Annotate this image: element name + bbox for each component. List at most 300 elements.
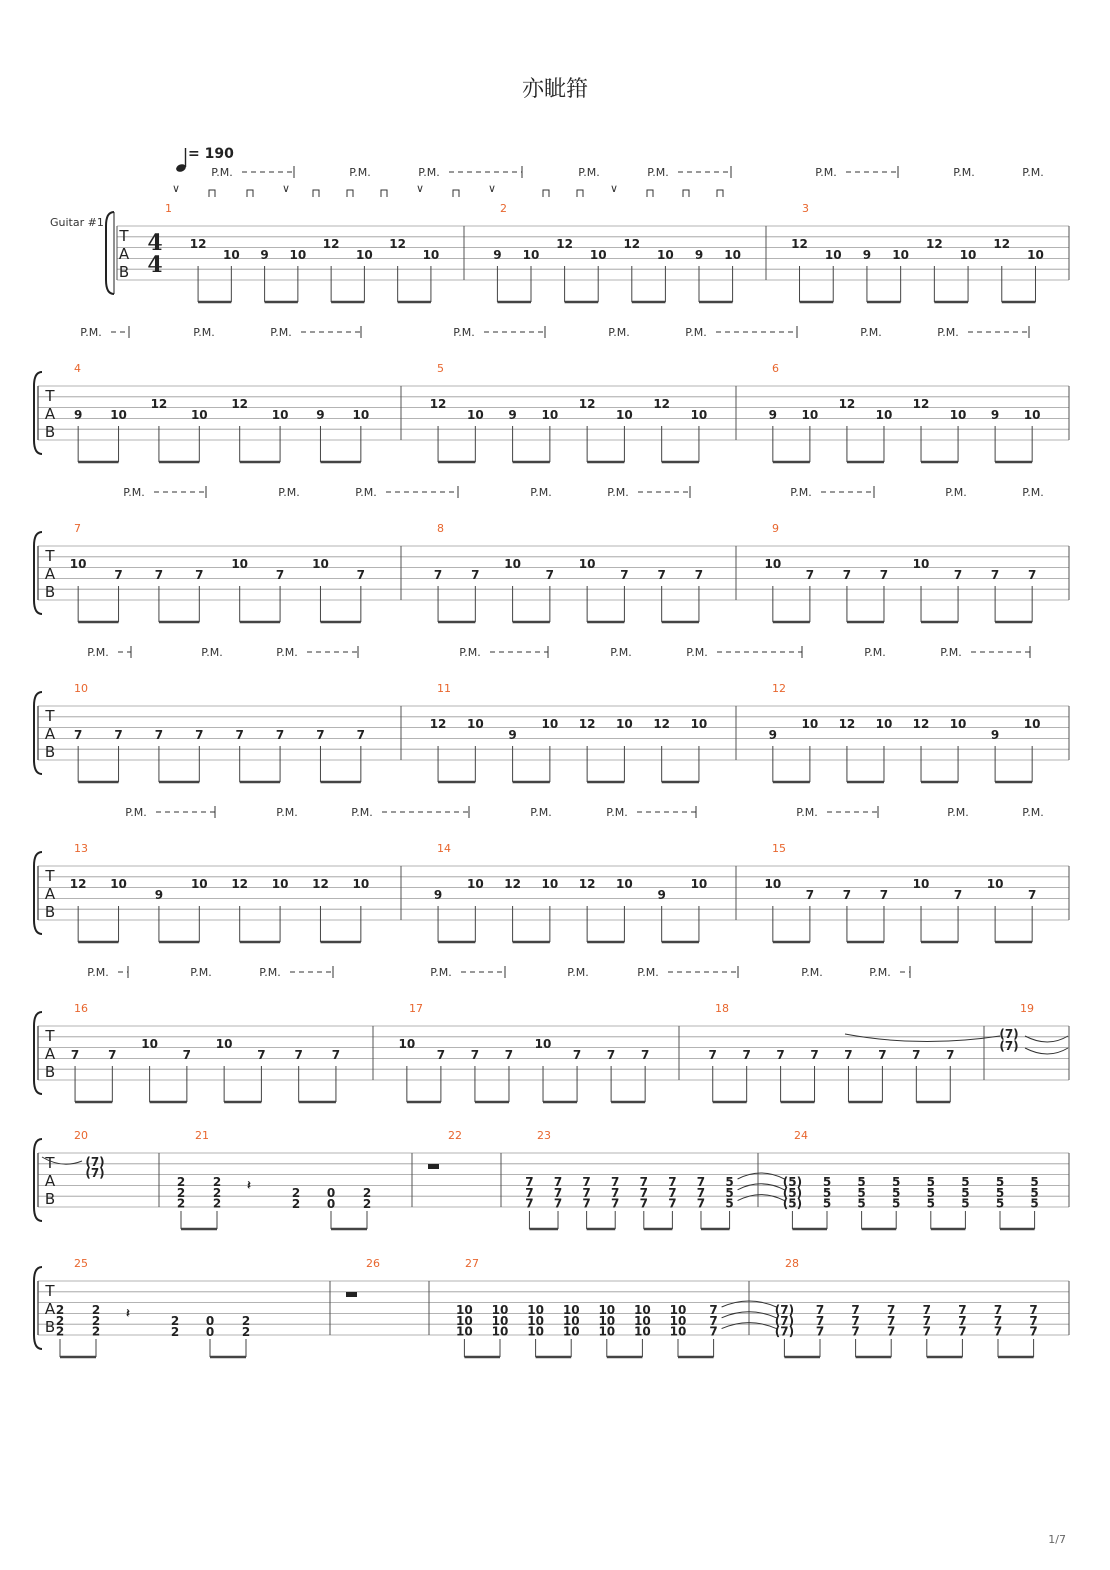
fret-number: 10 xyxy=(657,248,674,262)
fret-number: 2 xyxy=(362,1186,372,1200)
measure-number: 2 xyxy=(500,202,507,215)
fret-number: 7 xyxy=(709,1313,718,1328)
fret-number: 2 xyxy=(176,1185,186,1200)
fret-number: 7 xyxy=(958,1313,967,1328)
measure-number: 26 xyxy=(366,1257,380,1270)
palm-mute-label: P.M. xyxy=(606,806,628,819)
fret-number: 7 xyxy=(696,1185,706,1200)
measure-number: 6 xyxy=(772,362,779,375)
fret-number: 2 xyxy=(241,1325,251,1339)
tab-clef-letter: B xyxy=(118,263,130,281)
fret-number: 7 xyxy=(844,1048,853,1062)
pick-stroke-mark xyxy=(543,190,549,197)
fret-number: (7) xyxy=(774,1313,795,1328)
fret-number: 7 xyxy=(776,1048,785,1062)
fret-number: 2 xyxy=(212,1185,222,1200)
pick-stroke-mark xyxy=(313,190,319,197)
fret-number: 7 xyxy=(553,1196,563,1211)
fret-number: 10 xyxy=(456,1313,473,1328)
fret-number: 7 xyxy=(815,1324,825,1339)
measure-number: 15 xyxy=(772,842,786,855)
fret-number: 9 xyxy=(990,728,1000,742)
fret-number: 10 xyxy=(616,717,633,731)
tab-clef-letter: T xyxy=(45,707,55,725)
fret-number: 7 xyxy=(1029,1324,1038,1339)
fret-number: 7 xyxy=(331,1048,341,1062)
measure-number: 9 xyxy=(772,522,779,535)
fret-number: 10 xyxy=(634,1303,651,1317)
fret-number: 2 xyxy=(176,1175,186,1189)
fret-number: 7 xyxy=(1027,568,1037,582)
whole-rest xyxy=(346,1292,357,1297)
system-bracket xyxy=(106,212,114,294)
fret-number: 7 xyxy=(922,1303,931,1317)
fret-number: 7 xyxy=(553,1185,563,1200)
palm-mute-label: P.M. xyxy=(459,646,481,659)
fret-number: 7 xyxy=(356,728,366,742)
palm-mute-label: P.M. xyxy=(193,326,215,339)
fret-number: 2 xyxy=(91,1303,101,1317)
fret-number: 7 xyxy=(195,568,204,582)
measure-number: 8 xyxy=(437,522,444,535)
tab-clef-letter: A xyxy=(44,1045,56,1063)
palm-mute-label: P.M. xyxy=(869,966,891,979)
measure-number: 4 xyxy=(74,362,81,375)
fret-number: 7 xyxy=(1029,1313,1038,1328)
fret-number: 10 xyxy=(616,877,633,891)
fret-number: 12 xyxy=(838,397,856,411)
fret-number: 12 xyxy=(231,877,249,891)
palm-mute-label: P.M. xyxy=(647,166,669,179)
palm-mute-label: P.M. xyxy=(607,486,629,499)
pick-stroke-mark xyxy=(347,190,353,197)
fret-number: 2 xyxy=(55,1303,65,1317)
fret-number: 7 xyxy=(879,888,889,902)
tempo-marking: = 190 xyxy=(188,146,234,162)
tab-clef-letter: T xyxy=(45,547,55,565)
rest-symbol: 𝄽 xyxy=(126,1306,130,1320)
fret-number: 12 xyxy=(504,877,521,891)
fret-number: 10 xyxy=(356,248,373,262)
fret-number: 7 xyxy=(953,568,963,582)
fret-number: 9 xyxy=(508,408,517,422)
fret-number: 0 xyxy=(326,1186,336,1200)
palm-mute-label: P.M. xyxy=(430,966,452,979)
fret-number: 5 xyxy=(926,1196,935,1211)
fret-number: 9 xyxy=(493,248,502,262)
palm-mute-label: P.M. xyxy=(351,806,373,819)
fret-number: 10 xyxy=(527,1303,544,1317)
fret-number: 7 xyxy=(553,1175,563,1189)
fret-number: 5 xyxy=(822,1175,832,1189)
song-title: 亦眦箝 xyxy=(521,77,588,102)
fret-number: 12 xyxy=(653,397,671,411)
fret-number: 10 xyxy=(222,248,240,262)
fret-number: (5) xyxy=(782,1196,803,1211)
fret-number: 7 xyxy=(504,1048,514,1062)
fret-number: 10 xyxy=(875,408,893,422)
tab-clef-letter: A xyxy=(118,245,130,263)
fret-number: 7 xyxy=(525,1185,534,1200)
tie-arc xyxy=(1025,1048,1068,1054)
pick-stroke-mark xyxy=(381,190,387,197)
fret-number: (7) xyxy=(85,1155,105,1169)
palm-mute-label: P.M. xyxy=(123,486,145,499)
fret-number: 10 xyxy=(527,1313,544,1328)
fret-number: 12 xyxy=(189,237,207,251)
fret-number: 10 xyxy=(986,877,1004,891)
fret-number: 5 xyxy=(822,1196,832,1211)
measure-number: 3 xyxy=(802,202,809,215)
palm-mute-label: P.M. xyxy=(567,966,589,979)
measure-number: 14 xyxy=(437,842,451,855)
fret-number: 7 xyxy=(108,1048,117,1062)
measure-number: 21 xyxy=(195,1129,209,1142)
palm-mute-label: P.M. xyxy=(349,166,371,179)
fret-number: 7 xyxy=(235,728,244,742)
fret-number: 7 xyxy=(275,568,285,582)
fret-number: 10 xyxy=(456,1324,473,1339)
fret-number: 5 xyxy=(892,1185,901,1200)
fret-number: 7 xyxy=(433,568,443,582)
fret-number: 7 xyxy=(620,568,629,582)
time-signature-bottom: 4 xyxy=(147,252,163,278)
fret-number: 5 xyxy=(1030,1196,1039,1211)
fret-number: 10 xyxy=(562,1303,580,1317)
fret-number: 5 xyxy=(822,1185,832,1200)
pick-stroke-mark: ∨ xyxy=(281,182,291,195)
pick-stroke-mark xyxy=(247,190,253,197)
tab-clef-letter: A xyxy=(44,1300,56,1318)
tab-clef-letter: T xyxy=(45,387,55,405)
fret-number: 10 xyxy=(616,408,633,422)
pick-stroke-mark: ∨ xyxy=(415,182,425,195)
fret-number: 12 xyxy=(653,717,671,731)
pick-stroke-mark xyxy=(209,190,215,197)
fret-number: 5 xyxy=(995,1185,1005,1200)
measure-number: 5 xyxy=(437,362,444,375)
pick-stroke-mark xyxy=(683,190,689,197)
fret-number: 5 xyxy=(725,1175,734,1189)
fret-number: 9 xyxy=(508,728,517,742)
palm-mute-label: P.M. xyxy=(270,326,292,339)
fret-number: 7 xyxy=(436,1048,446,1062)
fret-number: 0 xyxy=(205,1314,215,1328)
tab-clef-letter: B xyxy=(44,903,56,921)
fret-number: 5 xyxy=(961,1175,970,1189)
fret-number: 7 xyxy=(525,1175,534,1189)
fret-number: 10 xyxy=(949,408,967,422)
palm-mute-label: P.M. xyxy=(1022,166,1044,179)
fret-number: 7 xyxy=(582,1175,591,1189)
fret-number: 10 xyxy=(875,717,893,731)
fret-number: 10 xyxy=(289,248,307,262)
fret-number: (7) xyxy=(85,1166,105,1180)
fret-number: 7 xyxy=(708,1048,717,1062)
fret-number: 12 xyxy=(429,397,447,411)
tab-clef-letter: B xyxy=(44,743,56,761)
fret-number: 2 xyxy=(291,1186,301,1200)
fret-number: 12 xyxy=(231,397,249,411)
tie-arc xyxy=(845,1034,1000,1042)
fret-number: 0 xyxy=(326,1197,336,1211)
fret-number: 10 xyxy=(724,248,741,262)
palm-mute-label: P.M. xyxy=(953,166,975,179)
pick-stroke-mark xyxy=(717,190,723,197)
fret-number: 2 xyxy=(241,1314,251,1328)
fret-number: 7 xyxy=(709,1324,718,1339)
fret-number: 9 xyxy=(73,408,83,422)
fret-number: 7 xyxy=(257,1048,266,1062)
measure-number: 23 xyxy=(537,1129,551,1142)
fret-number: 5 xyxy=(1030,1185,1039,1200)
fret-number: 7 xyxy=(294,1048,303,1062)
palm-mute-label: P.M. xyxy=(815,166,837,179)
palm-mute-label: P.M. xyxy=(685,326,707,339)
fret-number: 12 xyxy=(993,237,1011,251)
fret-number: 9 xyxy=(990,408,1000,422)
fret-number: 7 xyxy=(990,568,1000,582)
fret-number: 7 xyxy=(582,1185,591,1200)
fret-number: 7 xyxy=(922,1313,931,1328)
fret-number: 7 xyxy=(879,568,889,582)
fret-number: 7 xyxy=(958,1324,967,1339)
tab-clef-letter: A xyxy=(44,1172,56,1190)
fret-number: 10 xyxy=(598,1303,616,1317)
fret-number: 9 xyxy=(862,248,872,262)
measure-number: 22 xyxy=(448,1129,462,1142)
fret-number: 10 xyxy=(190,877,208,891)
fret-number: 7 xyxy=(842,888,852,902)
tab-clef-letter: A xyxy=(44,885,56,903)
fret-number: 7 xyxy=(805,888,815,902)
palm-mute-label: P.M. xyxy=(201,646,223,659)
fret-number: 7 xyxy=(993,1313,1003,1328)
fret-number: 7 xyxy=(73,728,83,742)
fret-number: 7 xyxy=(182,1048,192,1062)
fret-number: 12 xyxy=(926,237,943,251)
fret-number: 9 xyxy=(316,408,325,422)
fret-number: 7 xyxy=(851,1324,860,1339)
fret-number: 10 xyxy=(541,717,559,731)
fret-number: 12 xyxy=(578,717,596,731)
fret-number: 9 xyxy=(768,728,778,742)
fret-number: 12 xyxy=(623,237,641,251)
palm-mute-label: P.M. xyxy=(80,326,102,339)
fret-number: 7 xyxy=(887,1324,896,1339)
fret-number: 10 xyxy=(541,877,559,891)
fret-number: 10 xyxy=(669,1313,687,1328)
fret-number: 12 xyxy=(150,397,168,411)
page-number: 1/7 xyxy=(1048,1533,1066,1546)
palm-mute-label: P.M. xyxy=(940,646,962,659)
pick-stroke-mark xyxy=(647,190,653,197)
fret-number: 7 xyxy=(470,1048,480,1062)
fret-number: 7 xyxy=(70,1048,80,1062)
fret-number: 10 xyxy=(110,877,127,891)
tab-clef-letter: T xyxy=(45,1154,55,1172)
fret-number: 10 xyxy=(466,877,484,891)
measure-number: 25 xyxy=(74,1257,88,1270)
fret-number: 7 xyxy=(953,888,963,902)
fret-number: 7 xyxy=(815,1313,825,1328)
tie-arc xyxy=(738,1195,785,1201)
fret-number: 7 xyxy=(657,568,666,582)
fret-number: 9 xyxy=(657,888,666,902)
fret-number: 10 xyxy=(959,248,977,262)
measure-number: 16 xyxy=(74,1002,88,1015)
fret-number: 9 xyxy=(768,408,778,422)
fret-number: 10 xyxy=(801,408,819,422)
palm-mute-label: P.M. xyxy=(87,646,109,659)
fret-number: 10 xyxy=(271,408,289,422)
fret-number: 7 xyxy=(545,568,555,582)
fret-number: 7 xyxy=(878,1048,887,1062)
tie-arc xyxy=(738,1184,785,1190)
fret-number: 10 xyxy=(422,248,440,262)
tie-arc xyxy=(738,1173,785,1179)
fret-number: 7 xyxy=(639,1185,648,1200)
fret-number: 9 xyxy=(154,888,164,902)
fret-number: 10 xyxy=(491,1303,509,1317)
palm-mute-label: P.M. xyxy=(578,166,600,179)
measure-number: 19 xyxy=(1020,1002,1034,1015)
fret-number: 7 xyxy=(639,1175,648,1189)
fret-number: 7 xyxy=(668,1185,677,1200)
palm-mute-label: P.M. xyxy=(610,646,632,659)
tab-clef-letter: B xyxy=(44,1190,56,1208)
tab-clef-letter: B xyxy=(44,1318,56,1336)
fret-number: 12 xyxy=(838,717,856,731)
fret-number: 7 xyxy=(842,568,852,582)
fret-number: 2 xyxy=(91,1313,101,1328)
fret-number: 2 xyxy=(55,1313,65,1328)
fret-number: 10 xyxy=(1027,248,1044,262)
fret-number: 5 xyxy=(857,1185,866,1200)
fret-number: 2 xyxy=(291,1197,301,1211)
fret-number: 10 xyxy=(764,877,782,891)
fret-number: (7) xyxy=(774,1324,795,1339)
fret-number: (7) xyxy=(999,1039,1019,1053)
fret-number: 7 xyxy=(154,568,164,582)
fret-number: 7 xyxy=(639,1196,648,1211)
fret-number: 5 xyxy=(725,1185,734,1200)
palm-mute-label: P.M. xyxy=(796,806,818,819)
palm-mute-label: P.M. xyxy=(637,966,659,979)
palm-mute-label: P.M. xyxy=(945,486,967,499)
fret-number: 7 xyxy=(611,1185,620,1200)
fret-number: 10 xyxy=(562,1324,580,1339)
palm-mute-label: P.M. xyxy=(1022,486,1044,499)
fret-number: 7 xyxy=(958,1303,967,1317)
pick-stroke-mark: ∨ xyxy=(487,182,497,195)
pick-stroke-mark xyxy=(453,190,459,197)
fret-number: 10 xyxy=(801,717,819,731)
fret-number: 10 xyxy=(466,717,484,731)
fret-number: 7 xyxy=(993,1303,1003,1317)
fret-number: 5 xyxy=(857,1175,866,1189)
fret-number: 10 xyxy=(141,1037,158,1051)
palm-mute-label: P.M. xyxy=(790,486,812,499)
tab-clef-letter: T xyxy=(45,1027,55,1045)
fret-number: 10 xyxy=(634,1313,651,1328)
fret-number: 5 xyxy=(961,1185,970,1200)
fret-number: 0 xyxy=(205,1325,215,1339)
palm-mute-label: P.M. xyxy=(355,486,377,499)
fret-number: 10 xyxy=(578,557,596,571)
palm-mute-label: P.M. xyxy=(530,486,552,499)
fret-number: 10 xyxy=(912,557,930,571)
fret-number: 9 xyxy=(260,248,269,262)
palm-mute-label: P.M. xyxy=(686,646,708,659)
tab-clef-letter: A xyxy=(44,405,56,423)
fret-number: 10 xyxy=(562,1313,580,1328)
measure-number: 1 xyxy=(165,202,172,215)
fret-number: 7 xyxy=(611,1196,620,1211)
fret-number: 2 xyxy=(170,1314,180,1328)
fret-number: 10 xyxy=(669,1324,687,1339)
palm-mute-label: P.M. xyxy=(801,966,823,979)
measure-number: 13 xyxy=(74,842,88,855)
fret-number: 12 xyxy=(578,397,596,411)
measure-number: 20 xyxy=(74,1129,88,1142)
fret-number: 7 xyxy=(696,1196,706,1211)
fret-number: 9 xyxy=(694,248,704,262)
fret-number: 10 xyxy=(634,1324,651,1339)
rest-symbol: 𝄽 xyxy=(247,1178,251,1192)
fret-number: 10 xyxy=(456,1303,473,1317)
fret-number: 7 xyxy=(922,1324,931,1339)
palm-mute-label: P.M. xyxy=(276,806,298,819)
fret-number: 9 xyxy=(433,888,443,902)
fret-number: 5 xyxy=(725,1196,734,1211)
fret-number: 7 xyxy=(851,1313,860,1328)
fret-number: 12 xyxy=(912,717,930,731)
fret-number: 12 xyxy=(791,237,808,251)
fret-number: (5) xyxy=(782,1175,803,1189)
fret-number: 7 xyxy=(154,728,164,742)
fret-number: 7 xyxy=(815,1303,825,1317)
fret-number: 7 xyxy=(471,568,480,582)
palm-mute-label: P.M. xyxy=(860,326,882,339)
fret-number: 7 xyxy=(668,1175,677,1189)
fret-number: 10 xyxy=(110,408,127,422)
fret-number: 7 xyxy=(611,1175,620,1189)
fret-number: 5 xyxy=(1030,1175,1039,1189)
fret-number: 7 xyxy=(572,1048,582,1062)
fret-number: 10 xyxy=(598,1324,616,1339)
fret-number: 10 xyxy=(589,248,607,262)
fret-number: 7 xyxy=(742,1048,751,1062)
fret-number: 10 xyxy=(527,1324,544,1339)
fret-number: 7 xyxy=(1029,1303,1038,1317)
fret-number: 10 xyxy=(690,877,708,891)
palm-mute-label: P.M. xyxy=(259,966,281,979)
fret-number: 5 xyxy=(961,1196,970,1211)
measure-number: 7 xyxy=(74,522,81,535)
palm-mute-label: P.M. xyxy=(864,646,886,659)
fret-number: 7 xyxy=(946,1048,955,1062)
fret-number: 10 xyxy=(215,1037,233,1051)
fret-number: 7 xyxy=(114,728,123,742)
palm-mute-label: P.M. xyxy=(937,326,959,339)
measure-number: 24 xyxy=(794,1129,808,1142)
fret-number: 7 xyxy=(195,728,204,742)
palm-mute-label: P.M. xyxy=(530,806,552,819)
fret-number: 10 xyxy=(352,408,370,422)
fret-number: 5 xyxy=(857,1196,866,1211)
fret-number: 7 xyxy=(316,728,325,742)
